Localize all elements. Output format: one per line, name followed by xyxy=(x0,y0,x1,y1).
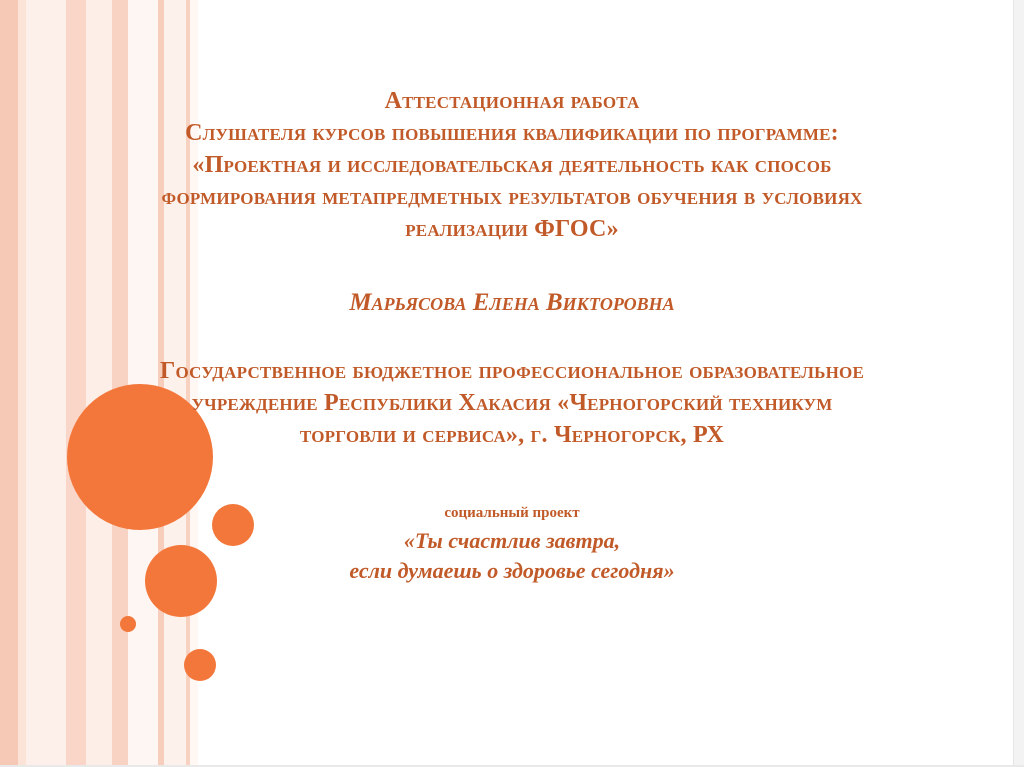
subtitle-line: реализации ФГОС» xyxy=(405,216,619,242)
organization-line: торговли и сервиса», г. Черногорск, РХ xyxy=(299,422,725,448)
decor-circle xyxy=(184,649,216,681)
subtitle-line: формирования метапредметных результатов обучения в условиях xyxy=(161,184,863,210)
organization-line: Государственное бюджетное профессиональное образовательное xyxy=(159,358,865,384)
subtitle-line: Слушателя курсов повышения квалификации по программе: xyxy=(185,120,839,146)
decor-circle-small xyxy=(120,616,136,632)
slide-title: Аттестационная работа xyxy=(384,88,640,114)
motto-line: если думаешь о здоровье сегодня» xyxy=(349,558,675,583)
motto-line: «Ты счастлив завтра, xyxy=(403,528,621,553)
author-name: Марьясова Елена Викторовна xyxy=(349,289,675,316)
subtitle-line: «Проектная и исследовательская деятельность как способ xyxy=(192,152,832,178)
organization-line: учреждение Республики Хакасия «Черногорский техникум xyxy=(191,390,833,416)
project-label: социальный проект xyxy=(444,505,580,521)
slide-content xyxy=(0,80,1024,586)
